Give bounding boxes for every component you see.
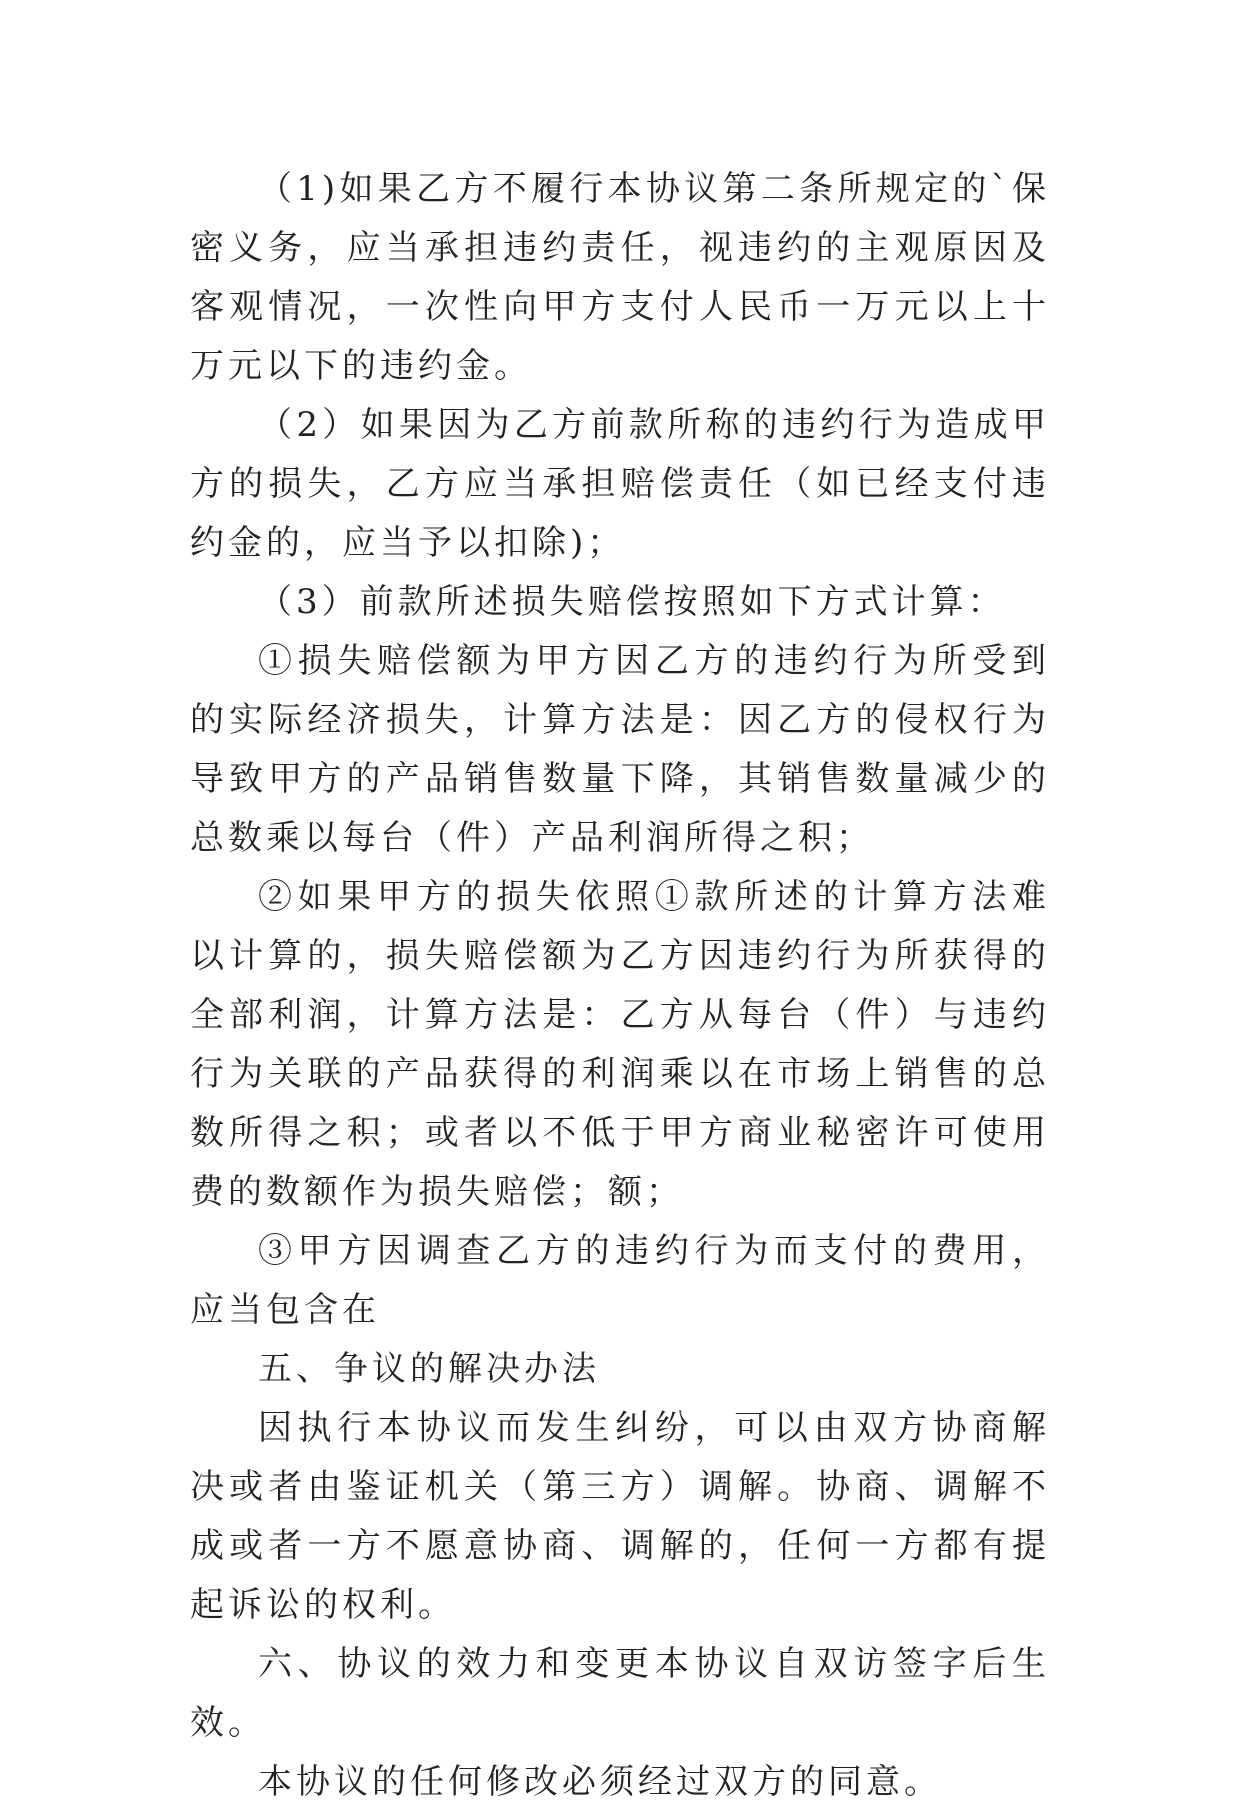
paragraph-dispute: 因执行本协议而发生纠纷，可以由双方协商解决或者由鉴证机关（第三方）调解。协商、调解不成或者一方不愿意协商、调解的，任何一方都有提起诉讼的权利。 — [190, 1408, 1050, 1625]
paragraph-calc-method-3: ③甲方因调查乙方的违约行为而支付的费用，应当包含在 — [190, 1231, 1050, 1330]
document-body — [190, 160, 1050, 1812]
section-heading-dispute: 五、争议的解决办法 — [258, 1349, 600, 1389]
paragraph-calc-method-2: ②如果甲方的损失依照①款所述的计算方法难以计算的，损失赔偿额为乙方因违约行为所获得的全部利润，计算方法是：乙方从每台（件）与违约行为关联的产品获得的利润乘以在市场上销售的总数所得之积；或者以不低于甲方商业秘密许可使用费的数额作为损失赔偿；额； — [190, 877, 1050, 1212]
paragraph-liability-2: （2）如果因为乙方前款所称的违约行为造成甲方的损失，乙方应当承担赔偿责任（如已经支付违约金的，应当予以扣除)； — [190, 405, 1050, 563]
paragraph-amendment: 本协议的任何修改必须经过双方的同意。 — [258, 1762, 942, 1802]
paragraph-liability-3: （3）前款所述损失赔偿按照如下方式计算： — [258, 582, 1006, 622]
paragraph-liability-1: （1)如果乙方不履行本协议第二条所规定的`保密义务，应当承担违约责任，视违约的主观原因及客观情况，一次性向甲方支付人民币一万元以上十万元以下的违约金。 — [190, 169, 1050, 386]
paragraph-calc-method-1: ①损失赔偿额为甲方因乙方的违约行为所受到的实际经济损失，计算方法是：因乙方的侵权行为导致甲方的产品销售数量下降，其销售数量减少的总数乘以每台（件）产品利润所得之积； — [190, 641, 1050, 858]
section-heading-effect: 六、协议的效力和变更本协议自双访签字后生效。 — [190, 1644, 1050, 1743]
